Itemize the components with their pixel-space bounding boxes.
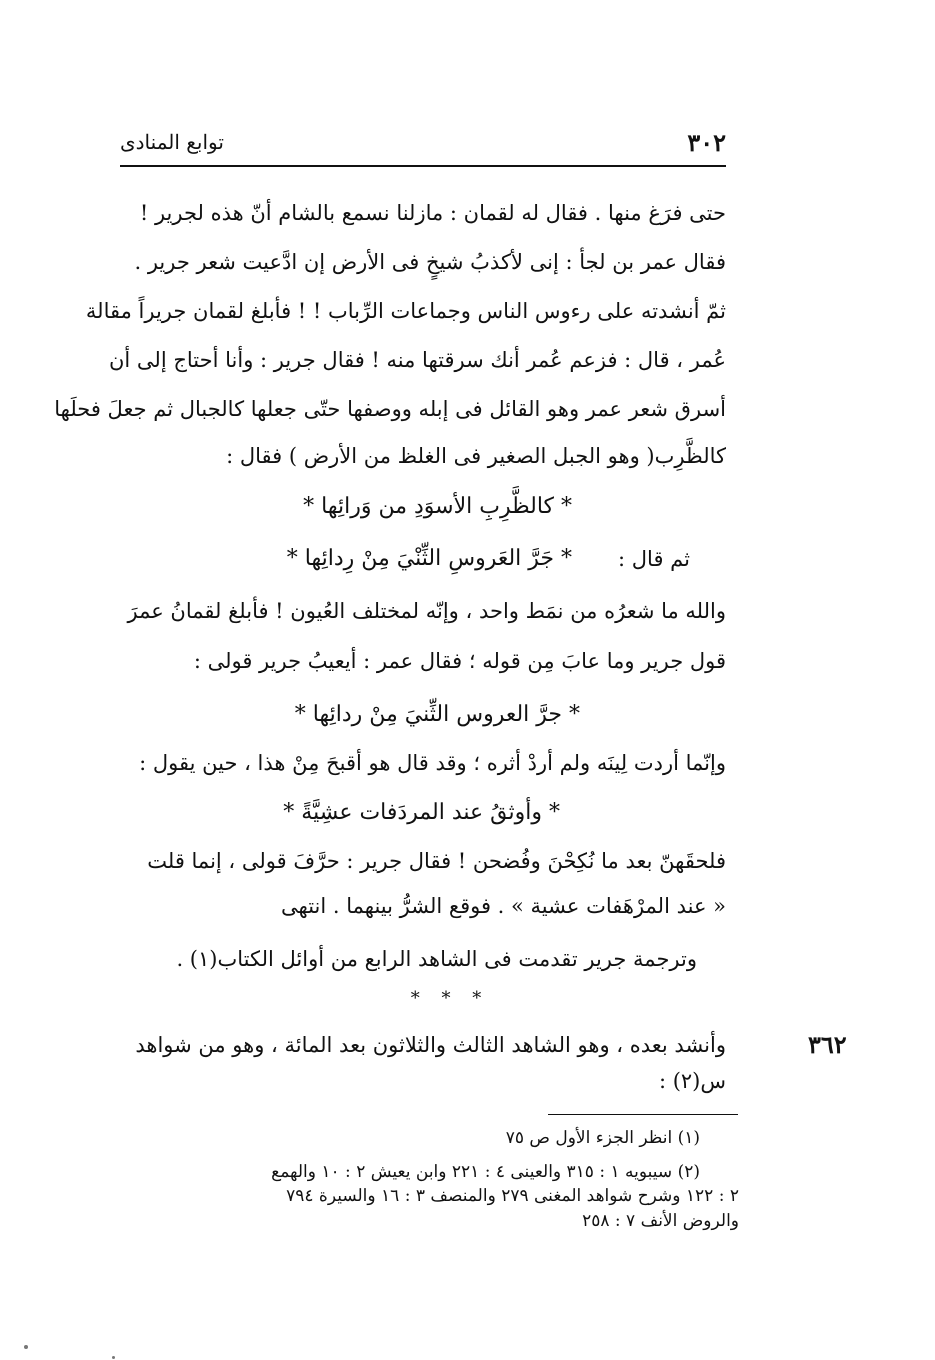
body-line-10: فلحقَهنّ بعد ما نُكِحْنَ وفُضحن ! فقال جرير : حرَّفَ قولى ، إنما قلت xyxy=(147,849,726,873)
body-line-13: وأنشد بعده ، وهو الشاهد الثالث والثلاثون بعد المائة ، وهو من شواهد xyxy=(135,1033,726,1057)
scan-speck xyxy=(24,1345,28,1349)
header-rule xyxy=(120,165,726,167)
verse-line-2: * جَرَّ العَروسِ الثِّنْيَ مِنْ رِدائِها * xyxy=(286,546,572,571)
body-line-6: كالظَّرِب( وهو الجبل الصغير فى الغلظ من الأرض ) فقال : xyxy=(226,444,726,468)
body-line-11: « عند المرْهَفات عشية » . فوقع الشرُّ بينهما . انتهى xyxy=(281,894,726,918)
body-line-2: فقال عمر بن لجأ : إنى لأكذبُ شيخٍ فى الأرض إن ادَّعيت شعر جرير . xyxy=(134,250,726,274)
body-line-12: وترجمة جرير تقدمت فى الشاهد الرابع من أوائل الكتاب(١) . xyxy=(176,947,697,971)
section-separator: * * * xyxy=(410,988,490,1009)
body-line-1: حتى فرَغ منها . فقال له لقمان : مازلنا نسمع بالشام أنّ هذه لجرير ! xyxy=(139,201,726,225)
witness-number: ٣٦٢ xyxy=(808,1030,847,1059)
footnote-2-cont-2: والروض الأنف ٧ : ٢٥٨ xyxy=(582,1211,739,1231)
body-line-8: قول جرير وما عابَ مِن قوله ؛ فقال عمر : أيعيبُ جرير قولى : xyxy=(193,649,726,673)
verse-line-1: * كالظَّرِبِ الأسوَدِ من وَرائِها * xyxy=(303,494,572,519)
scan-speck xyxy=(112,1356,115,1359)
body-line-9: وإنّما أردت لِينَه ولم أردْ أثره ؛ وقد قال هو أقبحَ مِنْ هذا ، حين يقول : xyxy=(139,751,726,775)
body-line-4: عُمر ، قال : فزعم عُمر أنك سرقتها منه ! فقال جرير : وأنا أحتاج إلى أن xyxy=(108,348,726,372)
footnote-2-cont: ٢ : ١٢٢ وشرح شواهد المغنى ٢٧٩ والمنصف ٣ : ١٦ والسيرة ٧٩٤ xyxy=(286,1186,739,1206)
body-line-5: أسرق شعر عمر وهو القائل فى إبله ووصفها حتّى جعلها كالجبال ثم جعلَ فحلَها xyxy=(54,397,726,421)
footnote-rule xyxy=(548,1114,738,1115)
verse-line-4: * وأوثقُ عند المردَفات عشِيَّةً * xyxy=(283,800,560,825)
running-title: توابع المنادى xyxy=(120,130,224,154)
footnote-1: (١) انظر الجزء الأول ص ٧٥ xyxy=(505,1128,700,1148)
page-number: ٣٠٢ xyxy=(687,128,726,157)
page-header xyxy=(120,128,726,164)
body-line-14: س(٢) : xyxy=(658,1069,726,1093)
body-line-3: ثمّ أنشدته على رءوس الناس وجماعات الرِّباب ! ! فأبلغ لقمان جريراً مقالة xyxy=(85,299,726,323)
verse-line-3: * جرَّ العروس الثِّنيَ مِنْ ردائِها * xyxy=(294,702,580,727)
body-line-7: والله ما شعرُه من نمَط واحد ، وإنّه لمختلف العُيون ! فأبلغ لقمانُ عمرَ xyxy=(127,599,726,623)
footnote-2: (٢) سيبويه ١ : ٣١٥ والعينى ٤ : ٢٢١ وابن يعيش ٢ : ١٠ والهمع xyxy=(271,1162,700,1182)
body-line-then-said: ثم قال : xyxy=(618,547,690,571)
